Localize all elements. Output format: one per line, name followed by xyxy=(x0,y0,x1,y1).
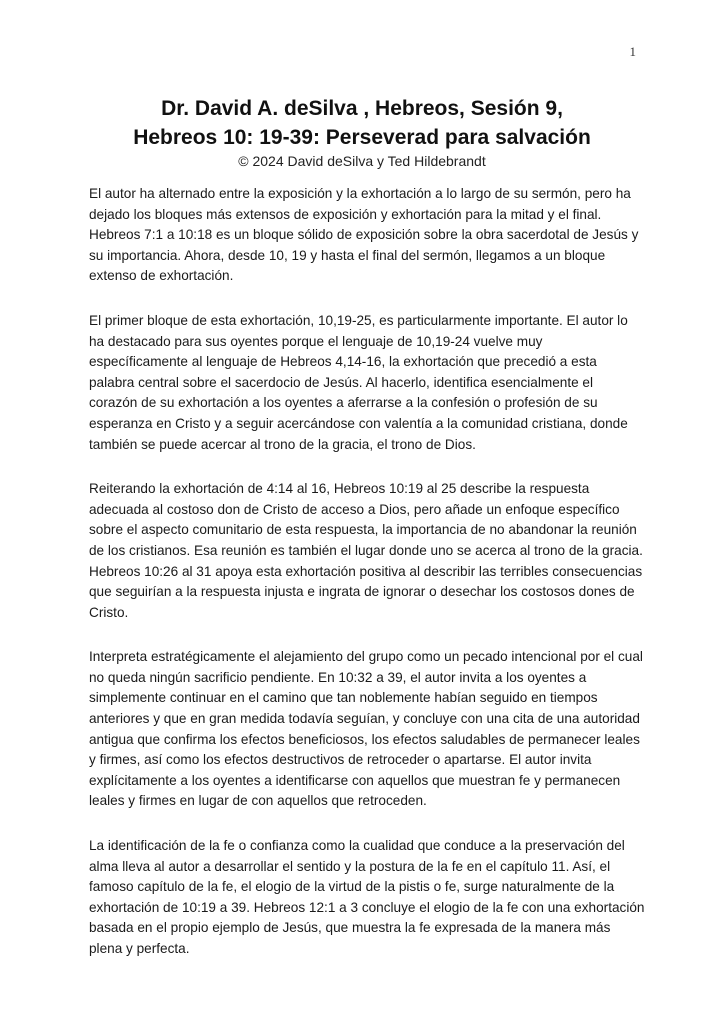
document-header xyxy=(0,94,724,170)
paragraph-3: Reiterando la exhortación de 4:14 al 16, Hebreos 10:19 al 25 describe la respuesta adecuada al costoso don de Cristo de acceso a Dios, pero añade un enfoque específico sobre el aspecto comunitario de esta respuesta, la importancia de no abandonar la reunión de los cristianos. Esa reunión es también el lugar donde uno se acerca al trono de la gracia. Hebreos 10:26 al 31 apoya esta exhortación positiva al describir las terribles consecuencias que seguirían a la respuesta injusta e ingrata de ignorar o desechar los costosos dones de Cristo. xyxy=(89,481,643,620)
paragraph-5: La identificación de la fe o confianza como la cualidad que conduce a la preservación del alma lleva al autor a desarrollar el sentido y la postura de la fe en el capítulo 11. Así, el famoso capítulo de la fe, el elogio de la virtud de la pistis o fe, surge naturalmente de la exhortación de 10:19 a 39. Hebreos 12:1 a 3 concluye el elogio de la fe con una exhortación basada en el propio ejemplo de Jesús, que muestra la fe expresada de la manera más plena y perfecta. xyxy=(89,838,645,956)
paragraph-2: El primer bloque de esta exhortación, 10,19-25, es particularmente importante. El autor lo ha destacado para sus oyentes porque el lenguaje de 10,19-24 vuelve muy específicamente al lenguaje de Hebreos 4,14-16, la exhortación que precedió a esta palabra central sobre el sacerdocio de Jesús. Al hacerlo, identifica esencialmente el corazón de su exhortación a los oyentes a aferrarse a la confesión o profesión de su esperanza en Cristo y a seguir acercándose con valentía a la comunidad cristiana, donde también se puede acercar al trono de la gracia, el trono de Dios. xyxy=(89,312,628,452)
document-title xyxy=(0,94,724,152)
page-number: 1 xyxy=(629,44,636,59)
copyright-notice: © 2024 David deSilva y Ted Hildebrandt xyxy=(238,153,486,169)
title-line-1: Dr. David A. deSilva , Hebreos, Sesión 9, xyxy=(161,97,563,120)
paragraph-4: Interpreta estratégicamente el alejamiento del grupo como un pecado intencional por el cual no queda ningún sacrificio pendiente. En 10:32 a 39, el autor invita a los oyentes a simplemente continuar en el camino que tan noblemente habían seguido en tiempos anteriores y que en gran medida todavía seguían, y concluye con una cita de una autoridad antigua que confirma los efectos beneficiosos, los efectos saludables de permanecer leales y firmes, así como los efectos destructivos de retroceder o apartarse. El autor invita explícitamente a los oyentes a identificarse con aquellos que muestran fe y permanecen leales y firmes en lugar de con aquellos que retroceden. xyxy=(89,649,643,809)
paragraph-1: El autor ha alternado entre la exposición y la exhortación a lo largo de su sermón, pero ha dejado los bloques más extensos de exposición y exhortación para la mitad y el final. Hebreos 7:1 a 10:18 es un bloque sólido de exposición sobre la obra sacerdotal de Jesús y su importancia. Ahora, desde 10, 19 y hasta el final del sermón, llegamos a un bloque extenso de exhortación. xyxy=(89,186,639,284)
title-line-2: Hebreos 10: 19-39: Perseverad para salvación xyxy=(133,126,591,149)
document-body xyxy=(89,184,645,984)
